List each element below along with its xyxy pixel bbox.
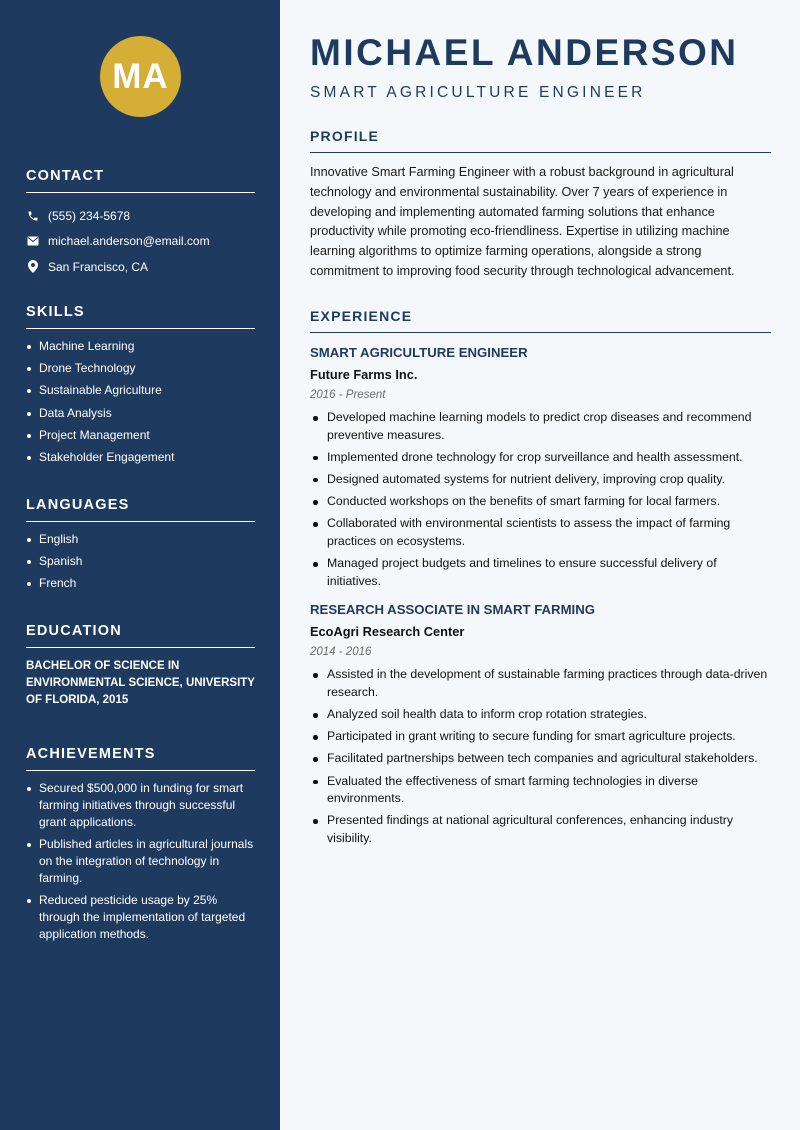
contact-heading: CONTACT <box>26 168 255 193</box>
duty-item: Participated in grant writing to secure funding for smart agriculture projects. <box>310 728 771 746</box>
job-company: EcoAgri Research Center <box>310 624 465 640</box>
profile-text: Innovative Smart Farming Engineer with a robust background in agricultural technology and environmental sustainability. Over 7 years of experience in developing and implementing automated farming solutions that enhance productivity while promoting eco-friendliness. Expertise in utilizing machine learning algorithms to optimize farming operations, alongside a strong commitment to improving food security through technological advancement. <box>310 165 735 278</box>
education-degree: BACHELOR OF SCIENCE IN ENVIRONMENTAL SCIENCE, UNIVERSITY OF FLORIDA, 2015 <box>26 660 255 706</box>
language-item: English <box>26 531 255 548</box>
skills-list <box>26 338 255 466</box>
skill-item: Stakeholder Engagement <box>26 449 255 466</box>
duty-item: Facilitated partnerships between tech companies and agricultural stakeholders. <box>310 750 771 768</box>
profile-section <box>310 128 771 282</box>
job-duties <box>310 409 771 590</box>
candidate-title: SMART AGRICULTURE ENGINEER <box>310 84 646 101</box>
avatar: MA <box>100 36 181 117</box>
skills-section <box>26 304 255 471</box>
skill-item: Drone Technology <box>26 360 255 377</box>
languages-section <box>26 497 255 598</box>
contact-email <box>26 229 255 255</box>
job-dates: 2016 - Present <box>310 389 386 401</box>
duty-item: Collaborated with environmental scientists to assess the impact of farming practices on ecosystems. <box>310 515 771 550</box>
sidebar <box>0 0 280 1130</box>
contact-section <box>26 168 255 280</box>
achievement-item: Reduced pesticide usage by 25% through the implementation of targeted application methods. <box>26 892 255 943</box>
achievements-section <box>26 746 255 948</box>
skills-heading: SKILLS <box>26 304 255 329</box>
contact-phone <box>26 203 255 229</box>
duty-item: Analyzed soil health data to inform crop rotation strategies. <box>310 706 771 724</box>
skill-item: Project Management <box>26 427 255 444</box>
duty-item: Designed automated systems for nutrient delivery, improving crop quality. <box>310 471 771 489</box>
job-role: SMART AGRICULTURE ENGINEER <box>310 345 528 360</box>
email-text[interactable]: michael.anderson@email.com <box>48 234 210 249</box>
location-pin-icon <box>26 260 40 274</box>
duty-item: Managed project budgets and timelines to ensure successful delivery of initiatives. <box>310 555 771 590</box>
contact-list <box>26 203 255 280</box>
languages-heading: LANGUAGES <box>26 497 255 522</box>
candidate-name: MICHAEL ANDERSON <box>310 32 739 73</box>
duty-item: Assisted in the development of sustainable farming practices through data-driven research. <box>310 666 771 701</box>
experience-section <box>310 308 771 852</box>
language-item: Spanish <box>26 553 255 570</box>
contact-location <box>26 254 255 280</box>
achievements-list <box>26 780 255 943</box>
job-entry <box>310 345 771 590</box>
skill-item: Sustainable Agriculture <box>26 382 255 399</box>
profile-heading: PROFILE <box>310 128 771 153</box>
experience-heading: EXPERIENCE <box>310 308 771 333</box>
achievement-item: Published articles in agricultural journals on the integration of technology in farming. <box>26 836 255 887</box>
job-role: RESEARCH ASSOCIATE IN SMART FARMING <box>310 602 596 618</box>
location-text: San Francisco, CA <box>48 259 149 274</box>
job-duties <box>310 666 771 847</box>
skill-item: Machine Learning <box>26 338 255 355</box>
achievements-heading: ACHIEVEMENTS <box>26 746 255 771</box>
email-icon <box>26 234 40 248</box>
language-item: French <box>26 575 255 592</box>
job-company: Future Farms Inc. <box>310 367 418 382</box>
duty-item: Conducted workshops on the benefits of smart farming for local farmers. <box>310 493 771 511</box>
job-entry <box>310 602 771 847</box>
languages-list <box>26 531 255 592</box>
phone-icon <box>26 209 40 223</box>
duty-item: Evaluated the effectiveness of smart farming technologies in diverse environments. <box>310 773 771 808</box>
job-dates: 2014 - 2016 <box>310 646 372 659</box>
education-heading: EDUCATION <box>26 623 255 648</box>
duty-item: Developed machine learning models to predict crop diseases and recommend preventive measures. <box>310 409 771 444</box>
duty-item: Presented findings at national agricultural conferences, enhancing industry visibility. <box>310 812 771 847</box>
education-section <box>26 623 255 709</box>
phone-text[interactable]: (555) 234-5678 <box>48 208 131 223</box>
duty-item: Implemented drone technology for crop surveillance and health assessment. <box>310 449 771 467</box>
achievement-item: Secured $500,000 in funding for smart farming initiatives through successful grant applications. <box>26 780 255 831</box>
skill-item: Data Analysis <box>26 405 255 422</box>
